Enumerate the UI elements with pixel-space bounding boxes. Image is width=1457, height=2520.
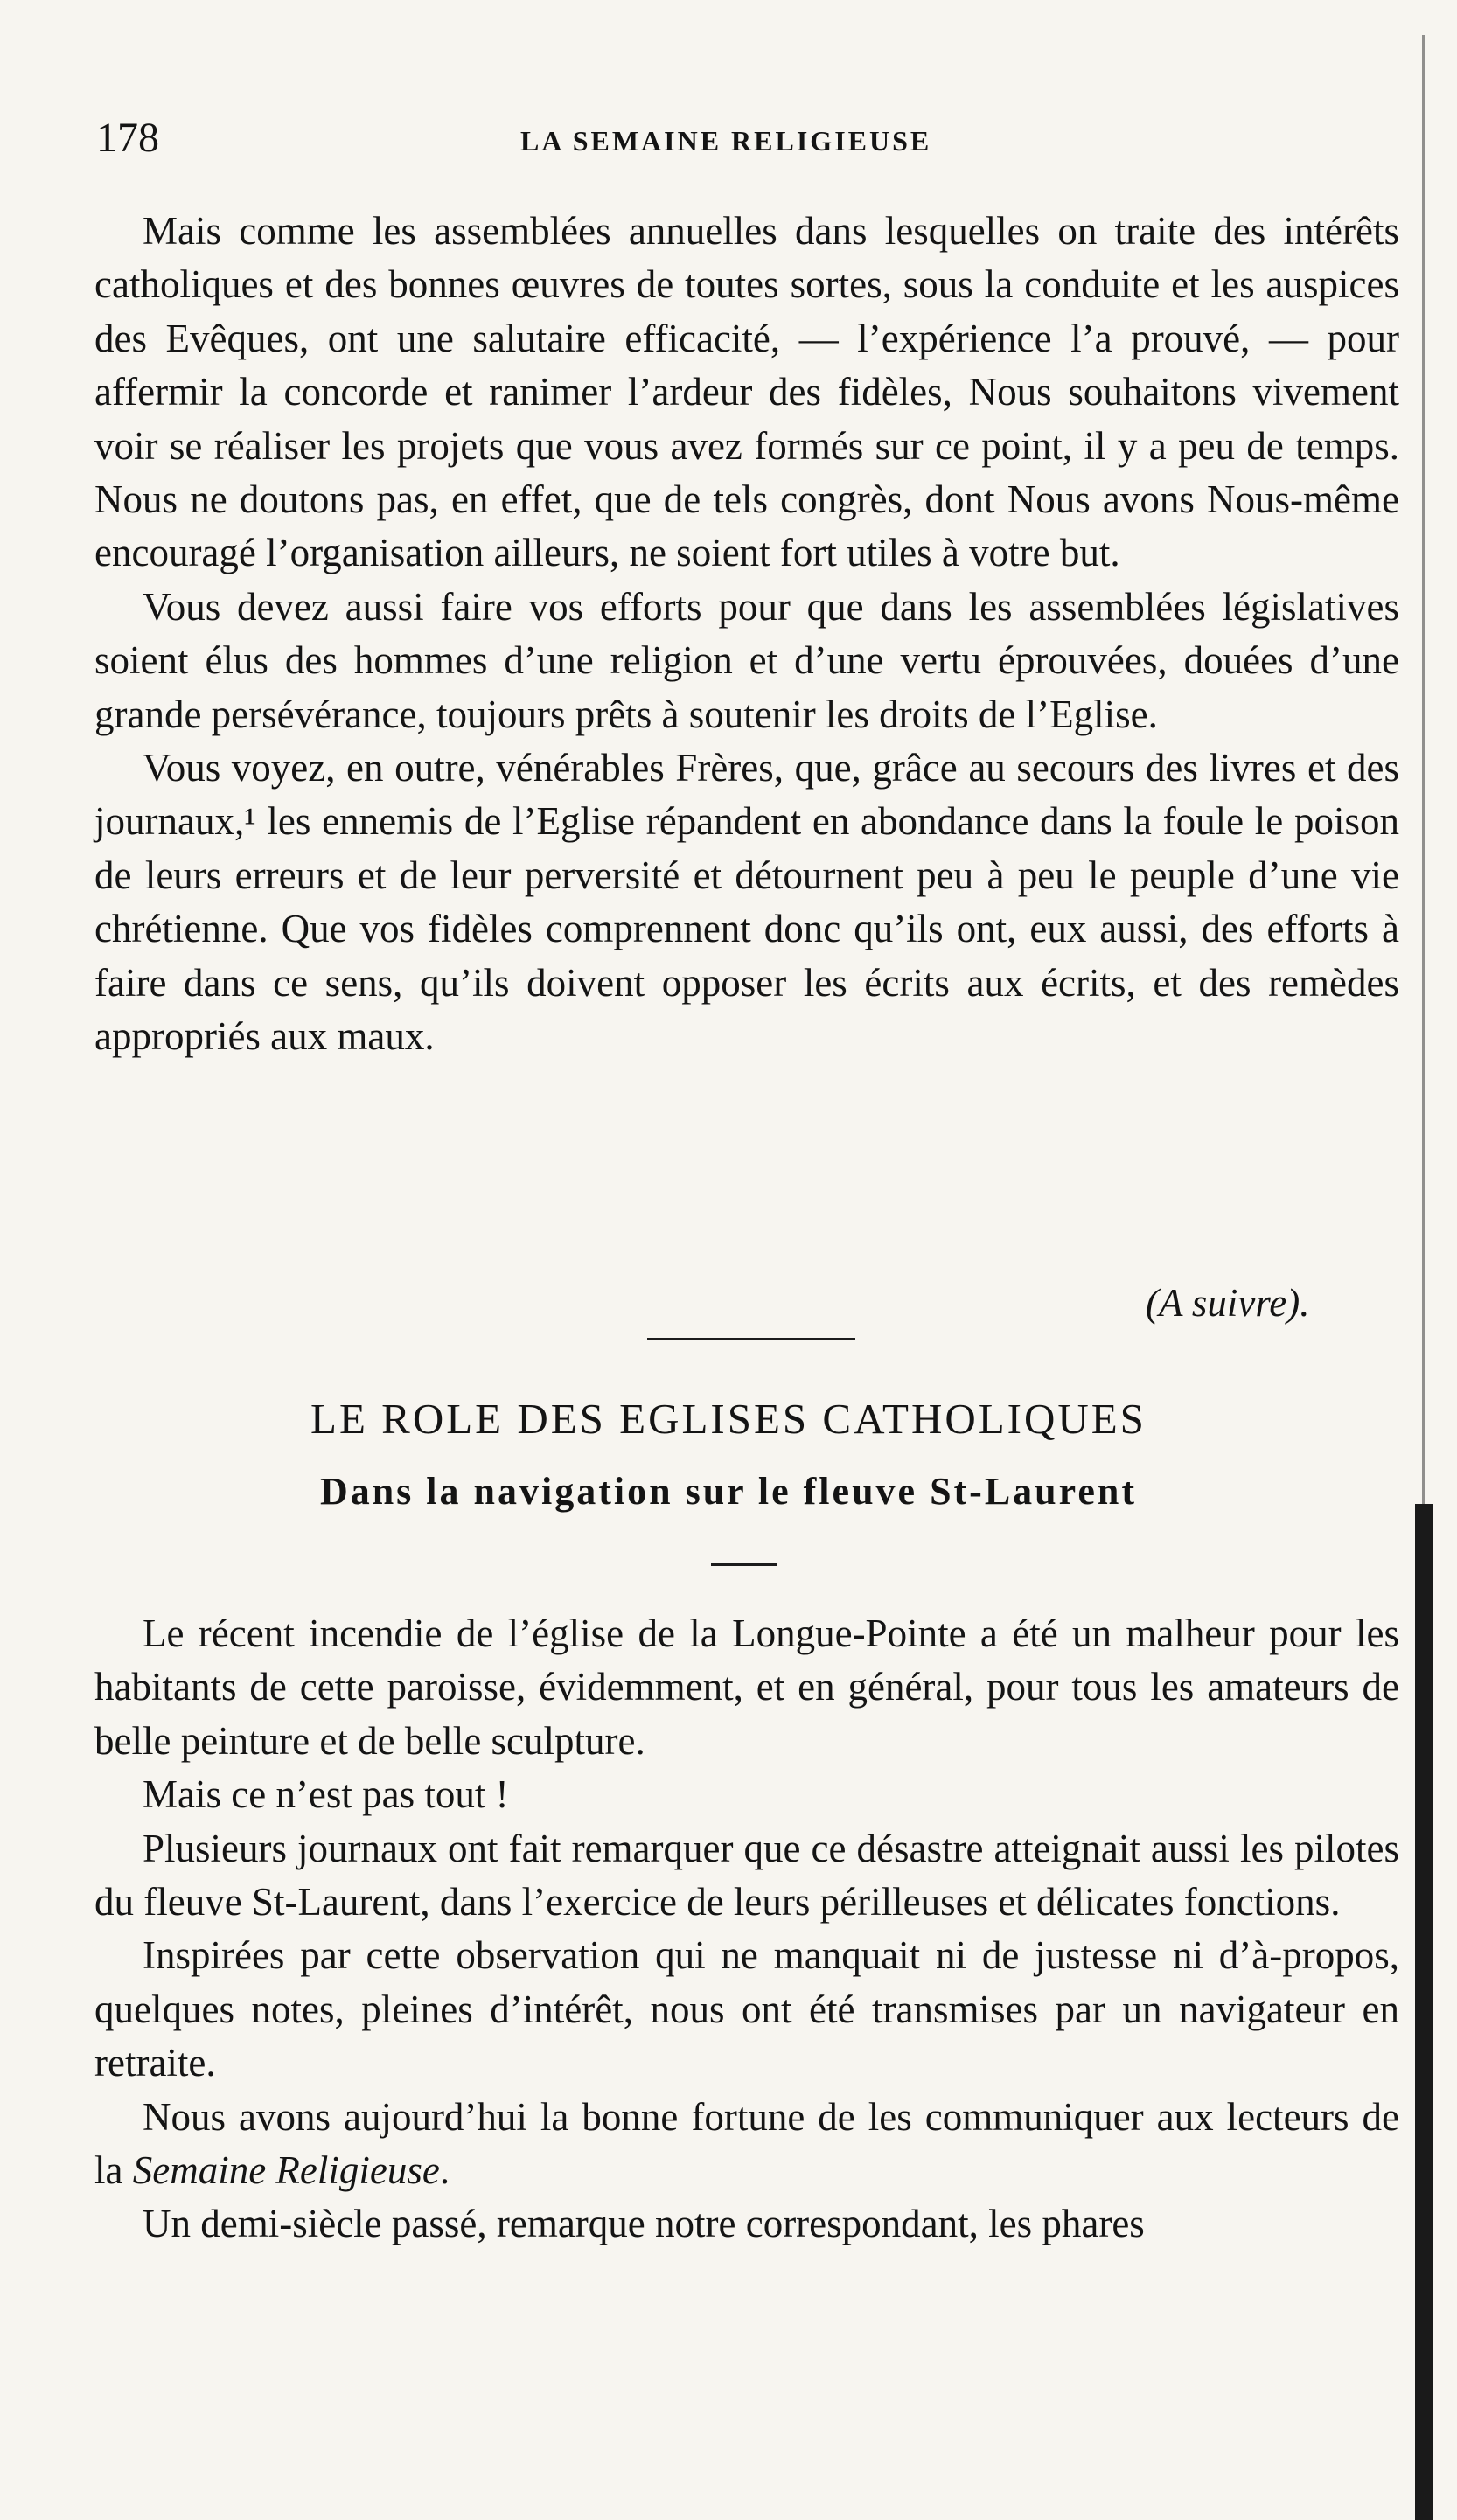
article-subtitle: Dans la navigation sur le fleuve St-Laurent: [319, 1470, 1138, 1513]
paragraph: Inspirées par cette observation qui ne manquait ni de justesse ni d’à-propos, quelques notes, pleines d’intérêt, nous ont été transmises par un navigateur en retraite.: [94, 1933, 1399, 2085]
paragraph: Mais comme les assemblées annuelles dans lesquelles on traite des intérêts catholiques et des bonnes œuvres de toutes sortes, sous la conduite et les auspices des Evêques, ont une salutaire efficacité, — l’expérience l’a prouvé, — pour affermir la concorde et ranimer l’ardeur des fidèles, Nous souhaitons vivement voir se réaliser les projets que vous avez formés sur ce point, il y a peu de temps. Nous ne doutons pas, en effet, que de tels congrès, dont Nous avons Nous-même encouragé l’organisation ailleurs, ne soient fort utiles à votre but.: [94, 209, 1399, 575]
section-divider: [647, 1338, 855, 1340]
title-divider: [711, 1563, 777, 1566]
running-head: LA SEMAINE RELIGIEUSE: [520, 125, 932, 157]
paragraph: Le récent incendie de l’église de la Longue-Pointe a été un malheur pour les habitants de cette paroisse, évidemment, et en général, pour tous les amateurs de belle peinture et de belle sculpture.: [94, 1612, 1399, 1763]
article-title: LE ROLE DES EGLISES CATHOLIQUES: [310, 1395, 1147, 1443]
paragraph: Mais ce n’est pas tout !: [143, 1772, 509, 1817]
paragraph-text: Nous avons aujourd’hui la bonne fortune de les communiquer aux lecteurs de la: [94, 2094, 1399, 2193]
page-number: 178: [96, 115, 159, 161]
page-edge-shadow: [1422, 35, 1425, 1504]
paragraph: Un demi-siècle passé, remarque notre correspondant, les phares: [143, 2202, 1145, 2246]
paragraph: Vous voyez, en outre, vénérables Frères, que, grâce au secours des livres et des journaux,¹ les ennemis de l’Eglise répandent en abondance dans la foule le poison de leurs erreurs et de leur perversité et détournent peu à peu le peuple d’une vie chrétienne. Que vos fidèles comprennent donc qu’ils ont, eux aussi, des efforts à faire dans ce sens, qu’ils doivent opposer les écrits aux écrits, et des remèdes appropriés aux maux.: [94, 746, 1399, 1059]
article-body: [94, 1607, 1399, 2252]
paragraph: Vous devez aussi faire vos efforts pour que dans les assemblées législatives soient élus des hommes d’une religion et d’une vertu éprouvées, douées d’une grande persévérance, toujours prêts à soutenir les droits de l’Eglise.: [94, 584, 1399, 736]
paragraph-text-end: .: [439, 2148, 450, 2193]
publication-name: Semaine Religieuse: [132, 2148, 440, 2193]
page-edge-binding: [1415, 1504, 1433, 2520]
paragraph: Plusieurs journaux ont fait remarquer que ce désastre atteignait aussi les pilotes du fleuve St-Laurent, dans l’exercice de leurs périlleuses et délicates fonctions.: [94, 1826, 1399, 1925]
paragraph: [94, 2091, 1399, 2198]
encyclical-excerpt: [94, 205, 1399, 1064]
page-header: [96, 112, 1391, 164]
to-be-continued-note: (A suivre).: [1146, 1281, 1310, 1325]
